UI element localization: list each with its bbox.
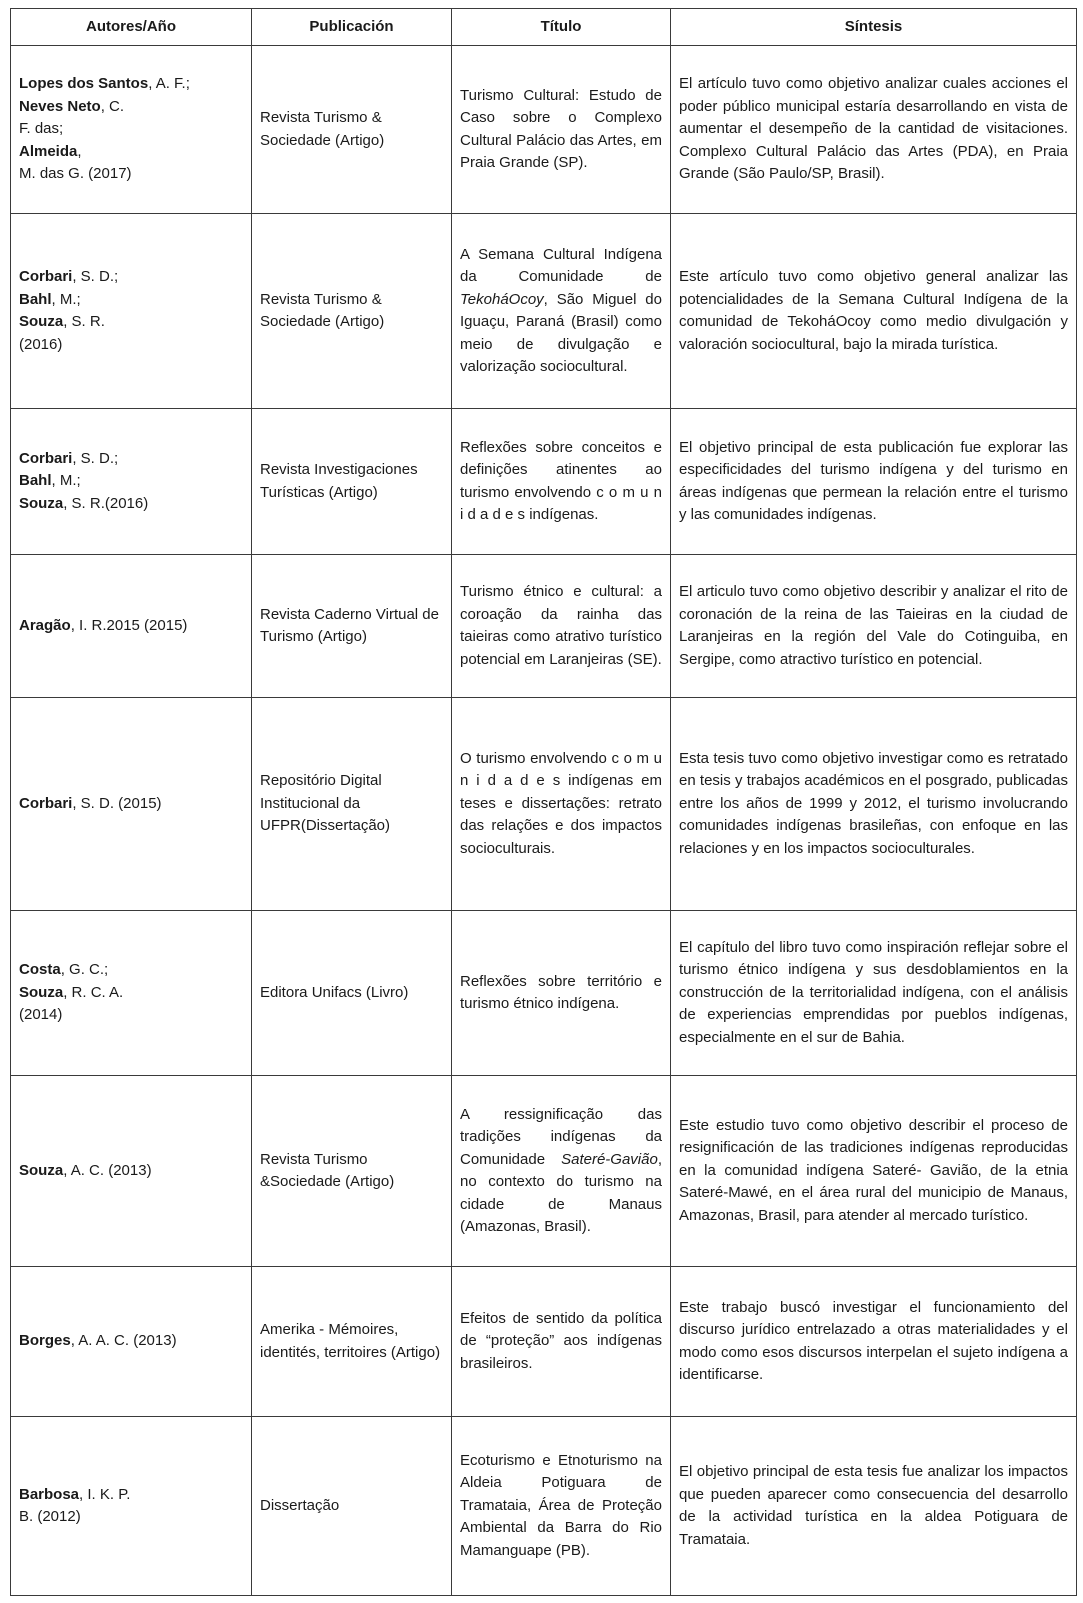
- authors-cell: [11, 910, 252, 1075]
- authors-cell: [11, 46, 252, 214]
- author-surname: Bahl: [19, 472, 52, 490]
- title-italic-segment: TekoháOcoy: [460, 290, 544, 308]
- author-surname: Corbari: [19, 449, 73, 467]
- title-italic-segment: Sateré-Gavião: [561, 1150, 658, 1168]
- author-line: [19, 334, 243, 357]
- author-line: [19, 982, 243, 1005]
- author-line: [19, 118, 243, 141]
- authors-cell: [11, 408, 252, 555]
- title-segment: Turismo étnico e cultural: a coroação da rainha das taieiras como atrativo turístico potencial em Laranjeiras (SE).: [460, 583, 662, 668]
- author-surname: Aragão: [19, 617, 71, 635]
- author-surname: Lopes dos Santos: [19, 75, 149, 93]
- title-cell: [452, 1267, 671, 1417]
- synthesis-cell: El artículo tuvo como objetivo analizar cuales acciones el poder público municipal estaría desarrollando en vista de aumentar el desempeño de la cantidad de visitaciones. Complexo Cultural Palácio das Artes (PDA), en Praia Grande (São Paulo/SP, Brasil).: [671, 46, 1077, 214]
- author-line: [19, 1330, 243, 1353]
- author-detail: ,: [77, 142, 82, 160]
- author-detail: , M.;: [51, 290, 81, 308]
- title-cell: [452, 408, 671, 555]
- author-line: [19, 448, 243, 471]
- author-detail: F. das;: [19, 120, 64, 138]
- author-detail: , S. D.;: [72, 268, 119, 286]
- author-detail: , A. C. (2013): [63, 1161, 152, 1179]
- synthesis-cell: El objetivo principal de esta tesis fue analizar los impactos que pueden aparecer como consecuencia del desarrollo de la actividad turística en la aldea Potiguara de Tramataia.: [671, 1417, 1077, 1596]
- author-detail: , I. R.2015 (2015): [70, 617, 188, 635]
- author-detail: , S. R.(2016): [63, 494, 149, 512]
- title-cell: [452, 910, 671, 1075]
- author-line: [19, 141, 243, 164]
- author-detail: , M.;: [51, 472, 81, 490]
- table-body: [11, 46, 1077, 1596]
- title-segment: , no contexto do turismo na cidade de Manaus (Amazonas, Brasil).: [460, 1150, 662, 1236]
- authors-cell: [11, 698, 252, 911]
- author-detail: B. (2012): [19, 1508, 81, 1526]
- publication-cell: Repositório Digital Institucional da UFPR(Dissertação): [252, 698, 452, 911]
- author-detail: (2016): [19, 335, 63, 353]
- synthesis-cell: El objetivo principal de esta publicación fue explorar las especificidades del turismo indígena y del turismo en áreas indígenas que permean la relación entre el turismo y las comunidades indígenas.: [671, 408, 1077, 555]
- author-line: [19, 1160, 243, 1183]
- author-detail: , A. A. C. (2013): [70, 1332, 177, 1350]
- author-surname: Souza: [19, 983, 64, 1001]
- title-segment: Reflexões sobre conceitos e definições atinentes ao turismo envolvendo c o m u n i d a d e s indígenas.: [460, 438, 662, 524]
- author-line: [19, 1506, 243, 1529]
- author-detail: , C.: [100, 97, 125, 115]
- publication-cell: Amerika - Mémoires, identités, territoires (Artigo): [252, 1267, 452, 1417]
- author-detail: , S. R.: [63, 313, 105, 331]
- author-line: [19, 163, 243, 186]
- literature-review-table: [10, 8, 1077, 1596]
- synthesis-cell: Este estudio tuvo como objetivo describir el proceso de resignificación de las tradiciones indígenas reproducidas en la comunidad indígena Sateré- Gavião, de la etnia Sateré-Mawé, en el área rural del municipio de Manaus, Amazonas, Brasil, para atender al mercado turístico.: [671, 1076, 1077, 1267]
- author-detail: , S. D.;: [72, 449, 119, 467]
- author-surname: Bahl: [19, 290, 52, 308]
- publication-cell: Revista Investigaciones Turísticas (Artigo): [252, 408, 452, 555]
- author-detail: , G. C.;: [60, 961, 109, 979]
- author-surname: Corbari: [19, 794, 73, 812]
- table-row: [11, 1267, 1077, 1417]
- title-segment: , São Miguel do Iguaçu, Paraná (Brasil) como meio de divulgação e valorização sociocultural.: [460, 290, 662, 376]
- author-surname: Costa: [19, 961, 61, 979]
- table-row: [11, 910, 1077, 1075]
- author-line: [19, 73, 243, 96]
- author-line: [19, 1004, 243, 1027]
- author-surname: Souza: [19, 313, 64, 331]
- title-segment: Efeitos de sentido da política de “proteção” aos indígenas brasileiros.: [460, 1309, 662, 1372]
- author-line: [19, 96, 243, 119]
- author-line: [19, 615, 243, 638]
- header-publication: Publicación: [252, 9, 452, 46]
- author-line: [19, 1484, 243, 1507]
- publication-cell: Dissertação: [252, 1417, 452, 1596]
- title-cell: [452, 46, 671, 214]
- table-row: [11, 46, 1077, 214]
- synthesis-cell: Esta tesis tuvo como objetivo investigar como es retratado en tesis y trabajos académicos en el posgrado, publicadas entre los años de 1999 y 2012, el turismo involucrando comunidades indígenas brasileñas, con enfoque en las relaciones y en los impactos socioculturales.: [671, 698, 1077, 911]
- title-cell: [452, 214, 671, 408]
- title-segment: O turismo envolvendo c o m u n i d a d e s indígenas em teses e dissertações: retrato das relações e dos impactos socioculturais.: [460, 749, 662, 857]
- author-detail: , A. F.;: [148, 75, 190, 93]
- authors-cell: [11, 214, 252, 408]
- title-cell: [452, 698, 671, 911]
- author-detail: (2014): [19, 1006, 63, 1024]
- title-cell: [452, 1076, 671, 1267]
- authors-cell: [11, 1267, 252, 1417]
- header-authors-year: Autores/Año: [11, 9, 252, 46]
- table-row: [11, 1076, 1077, 1267]
- header-title: Título: [452, 9, 671, 46]
- authors-cell: [11, 1076, 252, 1267]
- title-segment: A ressignificação das tradições indígenas da Comunidade: [460, 1105, 662, 1168]
- synthesis-cell: El capítulo del libro tuvo como inspiración reflejar sobre el turismo étnico indígena y sus desdoblamientos en la construcción de la territorialidad indígena, con el análisis de experiencias emprendidas por pueblos indígenas, especialmente en el sur de Bahia.: [671, 910, 1077, 1075]
- header-row: [11, 9, 1077, 46]
- author-surname: Neves Neto: [19, 97, 101, 115]
- synthesis-cell: Este artículo tuvo como objetivo general analizar las potencialidades de la Semana Cultural Indígena de la comunidad de TekoháOcoy como medio divulgación y valoración sociocultural, bajo la mirada turística.: [671, 214, 1077, 408]
- publication-cell: Revista Caderno Virtual de Turismo (Artigo): [252, 555, 452, 698]
- authors-cell: [11, 555, 252, 698]
- title-segment: Turismo Cultural: Estudo de Caso sobre o Complexo Cultural Palácio das Artes, em Praia Grande (SP).: [460, 86, 662, 172]
- publication-cell: Revista Turismo & Sociedade (Artigo): [252, 214, 452, 408]
- author-detail: M. das G. (2017): [19, 165, 132, 183]
- title-segment: A Semana Cultural Indígena da Comunidade de: [460, 245, 662, 286]
- title-cell: [452, 555, 671, 698]
- author-surname: Souza: [19, 1161, 64, 1179]
- author-line: [19, 493, 243, 516]
- synthesis-cell: Este trabajo buscó investigar el funcionamiento del discurso jurídico entrelazado a otras materialidades y el modo como esos discursos interpelan el sujeto indígena a identificarse.: [671, 1267, 1077, 1417]
- publication-cell: Revista Turismo &Sociedade (Artigo): [252, 1076, 452, 1267]
- author-detail: , I. K. P.: [79, 1485, 131, 1503]
- author-surname: Almeida: [19, 142, 78, 160]
- publication-cell: Revista Turismo & Sociedade (Artigo): [252, 46, 452, 214]
- author-surname: Corbari: [19, 268, 73, 286]
- author-line: [19, 289, 243, 312]
- table-row: [11, 555, 1077, 698]
- title-segment: Ecoturismo e Etnoturismo na Aldeia Potiguara de Tramataia, Área de Proteção Ambiental da Barra do Rio Mamanguape (PB).: [460, 1451, 662, 1559]
- author-surname: Borges: [19, 1332, 71, 1350]
- author-line: [19, 470, 243, 493]
- author-line: [19, 793, 243, 816]
- authors-cell: [11, 1417, 252, 1596]
- author-surname: Souza: [19, 494, 64, 512]
- author-detail: , S. D. (2015): [72, 794, 162, 812]
- synthesis-cell: El articulo tuvo como objetivo describir y analizar el rito de coronación de la reina de las Taieiras en la ciudad de Laranjeiras en la región del Vale do Cotinguiba, en Sergipe, como atractivo turístico en potencial.: [671, 555, 1077, 698]
- table-row: [11, 698, 1077, 911]
- table-row: [11, 1417, 1077, 1596]
- author-detail: , R. C. A.: [63, 983, 124, 1001]
- author-line: [19, 266, 243, 289]
- table-row: [11, 214, 1077, 408]
- title-cell: [452, 1417, 671, 1596]
- author-line: [19, 311, 243, 334]
- table-row: [11, 408, 1077, 555]
- publication-cell: Editora Unifacs (Livro): [252, 910, 452, 1075]
- title-segment: Reflexões sobre território e turismo étnico indígena.: [460, 972, 662, 1012]
- header-synthesis: Síntesis: [671, 9, 1077, 46]
- author-line: [19, 959, 243, 982]
- author-surname: Barbosa: [19, 1485, 80, 1503]
